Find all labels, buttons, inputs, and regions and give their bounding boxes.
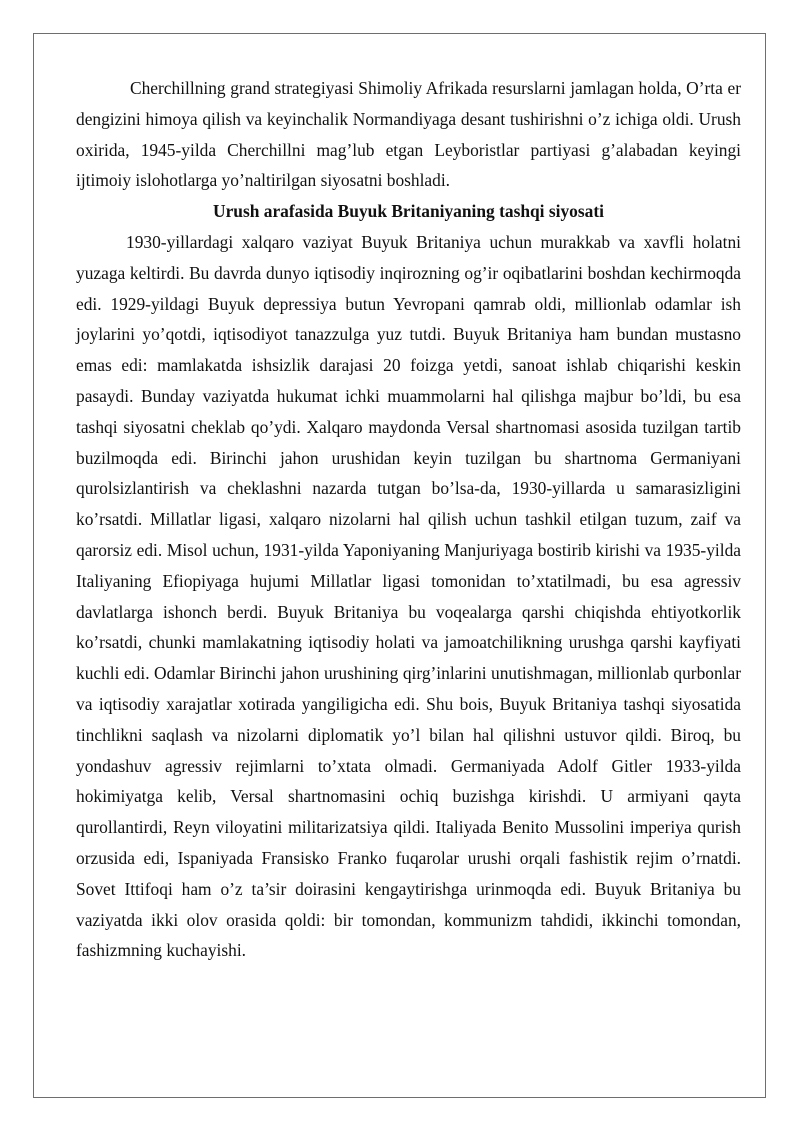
intro-paragraph: Cherchillning grand strategiyasi Shimoliy Afrikada resurslarni jamlagan holda, O’rta er dengizini himoya qilish va keyinchalik Normandiyaga desant tushirishni o’z ichiga oldi. Urush oxirida, 1945-yilda Cherchillni mag’lub etgan Leyboristlar partiyasi g’alabadan keyingi ijtimoiy islohotlarga yo’naltirilgan siyosatni boshladi. [76, 78, 741, 191]
section-heading: Urush arafasida Buyuk Britaniyaning tashqi siyosati [213, 201, 604, 222]
body-paragraph: 1930-yillardagi xalqaro vaziyat Buyuk Britaniya uchun murakkab va xavfli holatni yuzaga keltirdi. Bu davrda dunyo iqtisodiy inqirozning og’ir oqibatlarini boshdan kechirmoqda edi. 1929-yildagi Buyuk depressiya butun Yevropani qamrab oldi, millionlab odamlar ish joylarini yo’qotdi, iqtisodiyot tanazzulga yuz tutdi. Buyuk Britaniya ham bundan mustasno emas edi: mamlakatda ishsizlik darajasi 20 foizga yetdi, sanoat ishlab chiqarishi keskin pasaydi. Bunday vaziyatda hukumat ichki muammolarni hal qilishga majbur bo’ldi, bu esa tashqi siyosatni cheklab qo’ydi. Xalqaro maydonda Versal shartnomasi asosida tuzilgan tartib buzilmoqda edi. Birinchi jahon urushidan keyin tuzilgan bu shartnoma Germaniyani qurolsizlantirish va cheklashni nazarda tutgan bo’lsa-da, 1930-yillarda u samarasizligini ko’rsatdi. Millatlar ligasi, xalqaro nizolarni hal qilish uchun tashkil etilgan tuzum, zaif va qarorsiz edi. Misol uchun, 1931-yilda Yaponiyaning Manjuriyaga bostirib kirishi va 1935-yilda Italiyaning Efiopiyaga hujumi Millatlar ligasi tomonidan to’xtatilmadi, bu esa agressiv davlatlarga ishonch berdi. Buyuk Britaniya bu voqealarga qarshi chiqishda ehtiyotkorlik ko’rsatdi, chunki mamlakatning iqtisodiy holati va jamoatchilikning urushga qarshi kayfiyati kuchli edi. Odamlar Birinchi jahon urushining qirg’inlarini unutishmagan, millionlab qurbonlar va iqtisodiy xarajatlar xotirada yangiligicha edi. Shu bois, Buyuk Britaniya tashqi siyosatida tinchlikni saqlash va nizolarni diplomatik yo’l bilan hal qilishni ustuvor qildi. Biroq, bu yondashuv agressiv rejimlarni to’xtata olmadi. Germaniyada Adolf Gitler 1933-yilda hokimiyatga kelib, Versal shartnomasini ochiq buzishga kirishdi. U armiyani qayta qurollantirdi, Reyn viloyatini militarizatsiya qildi. Italiyada Benito Mussolini imperiya qurish orzusida edi, Ispaniyada Fransisko Franko fuqarolar urushi orqali fashistik rejim o’rnatdi. Sovet Ittifoqi ham o’z ta’sir doirasini kengaytirishga urinmoqda edi. Buyuk Britaniya bu vaziyatda ikki olov orasida qoldi: bir tomondan, kommunizm tahdidi, ikkinchi tomondan, fashizmning kuchayishi. [76, 231, 741, 961]
document-body [76, 73, 741, 966]
